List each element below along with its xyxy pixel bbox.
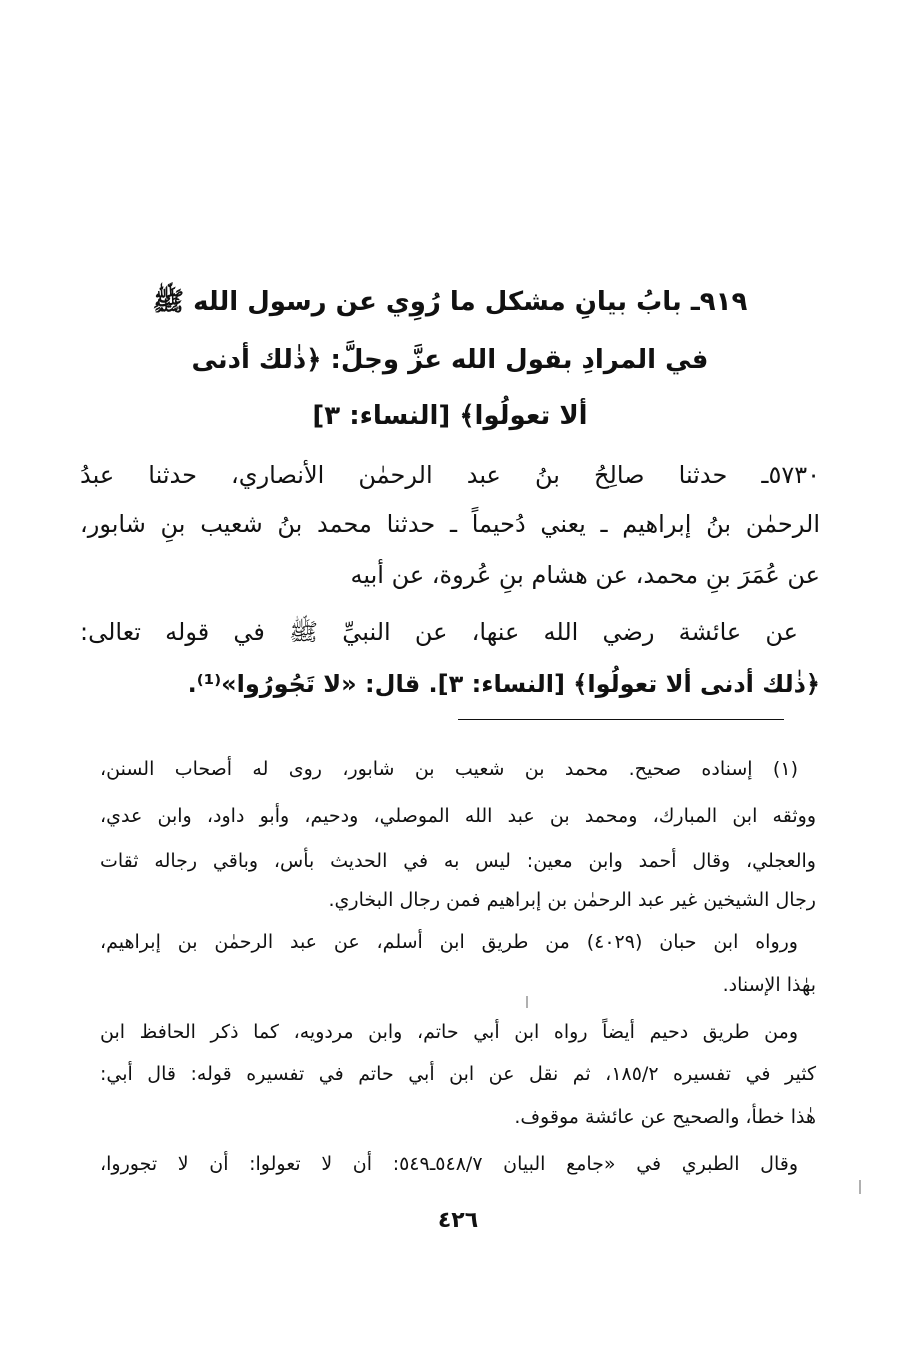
hadith-isnad-line-1: ٥٧٣٠ـ حدثنا صالِحُ بنُ عبد الرحمٰن الأنصاري، حدثنا عبدُ xyxy=(80,461,820,489)
chapter-title-line-1: ٩١٩ـ بابُ بيانِ مشكل ما رُوِي عن رسول الله ﷺ xyxy=(152,287,748,317)
footnote-1-line-1: (١) إسناده صحيح. محمد بن شعيب بن شابور، روى له أصحاب السنن، xyxy=(100,758,798,780)
footnote-3-line-1: ومن طريق دحيم أيضاً رواه ابن أبي حاتم، وابن مردويه، كما ذكر الحافظ ابن xyxy=(100,1021,798,1043)
footnote-4-line-1: وقال الطبري في «جامع البيان ٥٤٨/٧ـ٥٤٩: أن لا تعولوا: أن لا تجوروا، xyxy=(100,1153,798,1175)
hadith-matn-line-1: عن عائشة رضي الله عنها، عن النبيِّ ﷺ في قوله تعالى: xyxy=(80,618,798,646)
hadith-isnad-line-3: عن عُمَرَ بنِ محمد، عن هشام بنِ عُروة، عن أبيه xyxy=(350,561,820,589)
footnote-3-line-3: هٰذا خطأ، والصحيح عن عائشة موقوف. xyxy=(514,1106,816,1128)
footnote-2-line-2: بهٰذا الإسناد. xyxy=(722,974,816,996)
hadith-isnad-line-2: الرحمٰن بنُ إبراهيم ـ يعني دُحيماً ـ حدثنا محمد بنُ شعيب بنِ شابور، xyxy=(80,510,820,538)
footnote-1-line-2: ووثقه ابن المبارك، ومحمد بن عبد الله الموصلي، ودحيم، وأبو داود، وابن عدي، xyxy=(100,805,816,827)
footnote-3-line-2: كثير في تفسيره ١٨٥/٢، ثم نقل عن ابن أبي حاتم في تفسيره قوله: قال أبي: xyxy=(100,1063,816,1085)
page-number: ٤٢٦ xyxy=(437,1208,479,1233)
footnote-separator xyxy=(458,719,784,720)
chapter-title-line-2: في المرادِ بقول الله عزَّ وجلَّ: ﴿ذٰلك أدنى xyxy=(191,345,709,375)
footnote-1-line-3: والعجلي، وقال أحمد وابن معين: ليس به في الحديث بأس، وباقي رجاله ثقات xyxy=(100,850,816,872)
footnote-2-line-1: ورواه ابن حبان (٤٠٢٩) من طريق ابن أسلم، عن عبد الرحمٰن بن إبراهيم، xyxy=(100,931,798,953)
footnote-1-line-4: رجال الشيخين غير عبد الرحمٰن بن إبراهيم فمن رجال البخاري. xyxy=(328,889,816,911)
scan-speck xyxy=(859,1180,861,1194)
scan-speck xyxy=(526,996,528,1008)
chapter-title-line-3: ألا تعولُوا﴾ [النساء: ٣] xyxy=(312,401,588,431)
hadith-matn-line-2: ﴿ذٰلك أدنى ألا تعولُوا﴾ [النساء: ٣]. قال: «لا تَجُورُوا»⁽¹⁾. xyxy=(187,670,820,698)
